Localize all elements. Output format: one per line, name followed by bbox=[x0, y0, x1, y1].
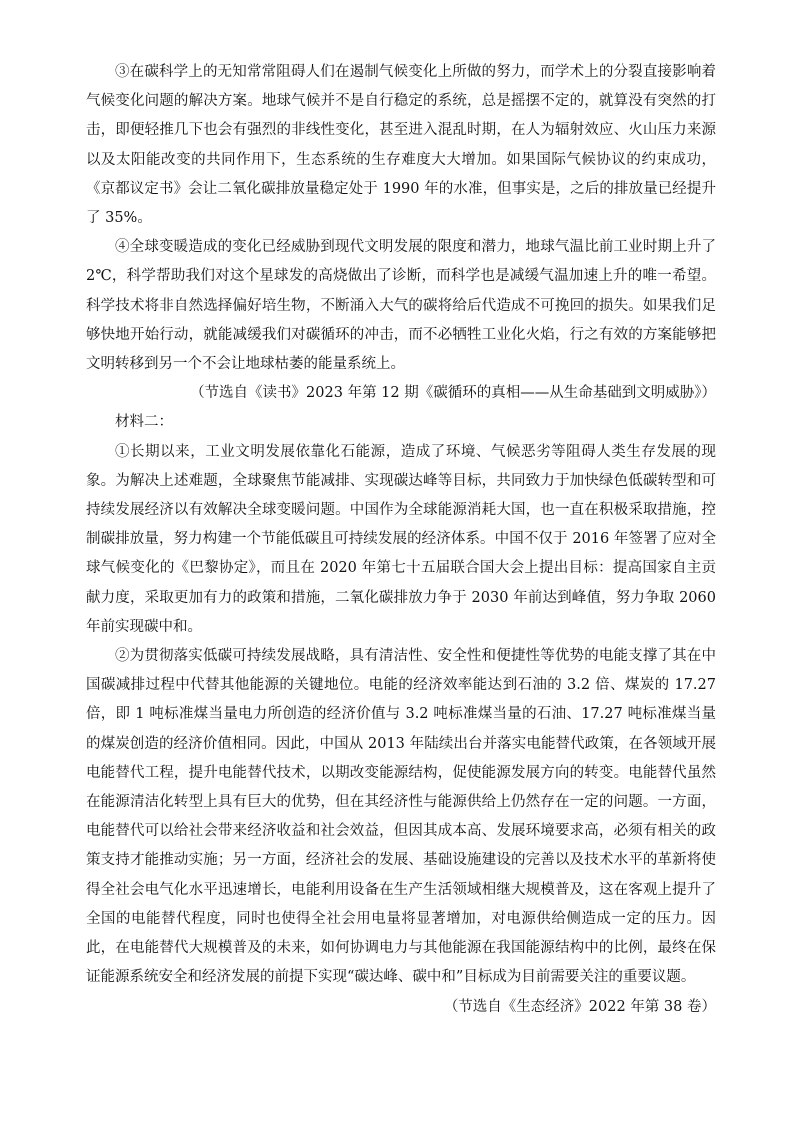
document-page bbox=[86, 58, 716, 1022]
material-one-source: （节选自《读书》2023 年第 12 期《碳循环的真相——从生命基础到文明威胁》） bbox=[190, 385, 716, 402]
material-two-label: 材料二： bbox=[115, 414, 173, 431]
material-two-source: （节选自《生态经济》2022 年第 38 卷） bbox=[443, 998, 716, 1015]
material-one-paragraph-3: ③在碳科学上的无知常常阻碍人们在遏制气候变化上所做的努力，而学术上的分裂直接影响着气候变化问题的解决方案。地球气候并不是自行稳定的系统，总是摇摆不定的，就算没有突然的打击，即便轻推几下也会有强烈的非线性变化，甚至进入混乱时期，在人为辐射效应、火山压力来源以及太阳能改变的共同作用下，生态系统的生存难度大大增加。如果国际气候协议的约束成功，《京都议定书》会让二氧化碳排放量稳定处于 1990 年的水准，但事实是，之后的排放量已经提升了 35%。 bbox=[86, 64, 716, 227]
material-two-paragraph-2: ②为贯彻落实低碳可持续发展战略，具有清洁性、安全性和便捷性等优势的电能支撑了其在中国碳减排过程中代替其他能源的关键地位。电能的经济效率能达到石油的 3.2 倍、煤炭的 17.27 倍，即 1 吨标准煤当量电力所创造的经济价值与 3.2 吨标准煤当量的石油、17.27 吨标准煤当量的煤炭创造的经济价值相同。因此，中国从 2013 年陆续出台并落实电能替代政策，在各领域开展电能替代工程，提升电能替代技术，以期改变能源结构，促使能源发展方向的转变。电能替代虽然在能源清洁化转型上具有巨大的优势，但在其经济性与能源供给上仍然存在一定的问题。一方面，电能替代可以给社会带来经济收益和社会效益，但因其成本高、发展环境要求高，必须有相关的政策支持才能推动实施；另一方面，经济社会的发展、基础设施建设的完善以及技术水平的革新将使得全社会电气化水平迅速增长，电能利用设备在生产生活领域相继大规模普及，这在客观上提升了全国的电能替代程度，同时也使得全社会用电量将显著增加，对电源供给侧造成一定的压力。因此，在电能替代大规模普及的未来，如何协调电力与其他能源在我国能源结构中的比例，最终在保证能源系统安全和经济发展的前提下实现“碳达峰、碳中和”目标成为目前需要关注的重要议题。 bbox=[86, 648, 716, 986]
material-two-paragraph-1: ①长期以来，工业文明发展依靠化石能源，造成了环境、气候恶劣等阻碍人类生存发展的现象。为解决上述难题，全球聚焦节能减排、实现碳达峰等目标，共同致力于加快绿色低碳转型和可持续发展经济以有效解决全球变暖问题。中国作为全球能源消耗大国，也一直在积极采取措施，控制碳排放量，努力构建一个节能低碳且可持续发展的经济体系。中国不仅于 2016 年签署了应对全球气候变化的《巴黎协定》，而且在 2020 年第七十五届联合国大会上提出目标：提高国家自主贡献力度，采取更加有力的政策和措施，二氧化碳排放力争于 2030 年前达到峰值，努力争取 2060 年前实现碳中和。 bbox=[86, 443, 716, 635]
material-one-paragraph-4: ④全球变暖造成的变化已经威胁到现代文明发展的限度和潜力，地球气温比前工业时期上升了 2℃，科学帮助我们对这个星球发的高烧做出了诊断，而科学也是减缓气温加速上升的唯一希望。科学技术将非自然选择偏好培生物，不断涌入大气的碳将给后代造成不可挽回的损失。如果我们足够快地开始行动，就能减缓我们对碳循环的冲击，而不必牺牲工业化火焰，行之有效的方案能够把文明转移到另一个不会让地球枯萎的能量系统上。 bbox=[86, 239, 716, 373]
